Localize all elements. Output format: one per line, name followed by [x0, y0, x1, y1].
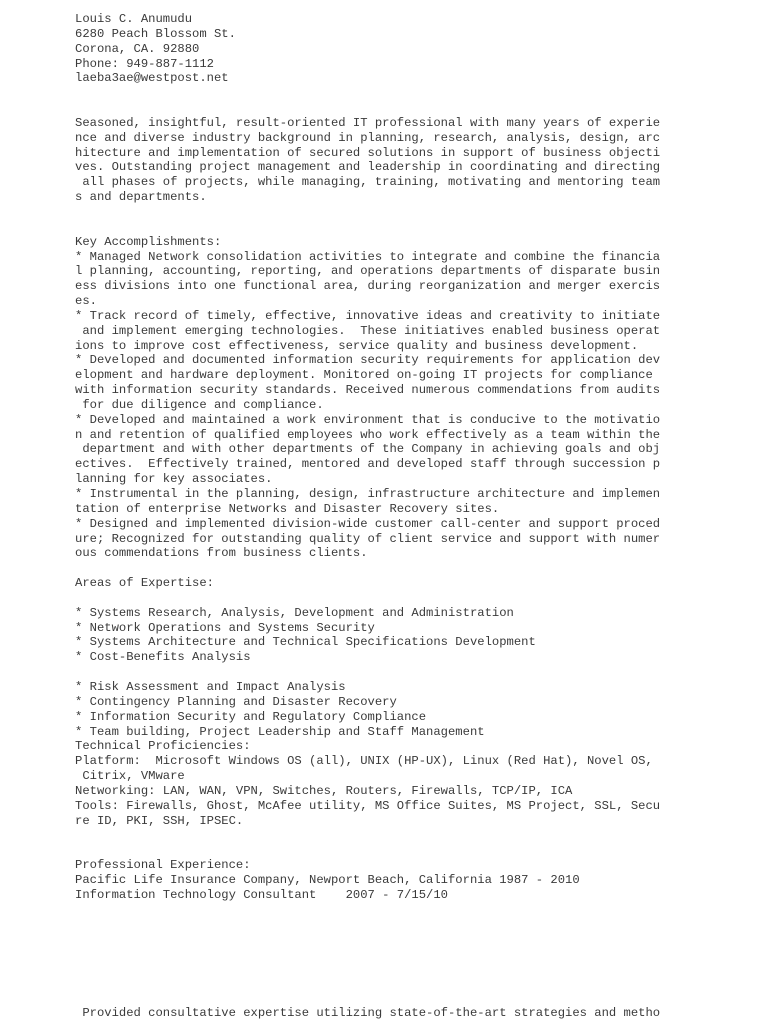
- experience-section: [75, 858, 755, 903]
- accomplishments-section: [75, 235, 755, 562]
- technical-heading: Technical Proficiencies:: [75, 739, 251, 754]
- accomplishment-line: es.: [75, 294, 97, 309]
- accomplishment-line: * Managed Network consolidation activities to integrate and combine the financia: [75, 249, 661, 264]
- summary-line: all phases of projects, while managing, training, motivating and mentoring team: [75, 175, 661, 190]
- accomplishment-line: with information security standards. Received numerous commendations from audits: [75, 383, 661, 398]
- accomplishments-heading: Key Accomplishments:: [75, 234, 222, 249]
- summary-line: ves. Outstanding project management and leadership in coordinating and directing: [75, 160, 661, 175]
- contact-city: Corona, CA. 92880: [75, 41, 200, 56]
- accomplishment-line: * Developed and documented information security requirements for application dev: [75, 353, 661, 368]
- experience-heading: Professional Experience:: [75, 858, 251, 873]
- contact-email: laeba3ae@westpost.net: [75, 71, 229, 86]
- technical-line: re ID, PKI, SSH, IPSEC.: [75, 813, 244, 828]
- contact-phone: Phone: 949-887-1112: [75, 56, 214, 71]
- accomplishment-line: * Track record of timely, effective, innovative ideas and creativity to initiate: [75, 308, 661, 323]
- accomplishment-line: tation of enterprise Networks and Disaster Recovery sites.: [75, 501, 500, 516]
- accomplishment-line: ure; Recognized for outstanding quality of client service and support with numer: [75, 531, 661, 546]
- expertise-item: * Risk Assessment and Impact Analysis: [75, 679, 346, 694]
- summary-line: nce and diverse industry background in planning, research, analysis, design, arc: [75, 130, 661, 145]
- accomplishment-line: and implement emerging technologies. These initiatives enabled business operat: [75, 323, 661, 338]
- resume-document: [75, 12, 755, 903]
- expertise-item: * Network Operations and Systems Security: [75, 620, 375, 635]
- accomplishment-line: ess divisions into one functional area, during reorganization and merger exercis: [75, 279, 661, 294]
- accomplishment-line: * Developed and maintained a work environment that is conducive to the motivatio: [75, 412, 661, 427]
- accomplishment-line: lanning for key associates.: [75, 472, 273, 487]
- summary-line: hitecture and implementation of secured solutions in support of business objecti: [75, 145, 661, 160]
- expertise-item: * Contingency Planning and Disaster Recovery: [75, 694, 397, 709]
- accomplishment-line: ions to improve cost effectiveness, service quality and business development.: [75, 338, 639, 353]
- expertise-item: * Cost-Benefits Analysis: [75, 650, 251, 665]
- accomplishment-line: n and retention of qualified employees who work effectively as a team within the: [75, 427, 661, 442]
- expertise-heading: Areas of Expertise:: [75, 576, 214, 591]
- accomplishment-line: department and with other departments of the Company in achieving goals and obj: [75, 442, 661, 457]
- expertise-item: * Systems Architecture and Technical Specifications Development: [75, 635, 536, 650]
- contact-street: 6280 Peach Blossom St.: [75, 26, 236, 41]
- experience-company: Pacific Life Insurance Company, Newport Beach, California 1987 - 2010: [75, 872, 580, 887]
- expertise-item: * Systems Research, Analysis, Development and Administration: [75, 605, 514, 620]
- accomplishment-line: ous commendations from business clients.: [75, 546, 368, 561]
- summary-paragraph: [75, 116, 755, 205]
- accomplishment-line: for due diligence and compliance.: [75, 397, 324, 412]
- expertise-item: * Team building, Project Leadership and Staff Management: [75, 724, 485, 739]
- contact-name: Louis C. Anumudu: [75, 12, 193, 26]
- summary-line: Seasoned, insightful, result-oriented IT professional with many years of experie: [75, 115, 661, 130]
- technical-line: Tools: Firewalls, Ghost, McAfee utility, MS Office Suites, MS Project, SSL, Secu: [75, 798, 661, 813]
- technical-section: [75, 739, 755, 828]
- experience-role: Information Technology Consultant 2007 - 7/15/10: [75, 887, 448, 902]
- expertise-section: [75, 576, 755, 739]
- technical-line: Citrix, VMware: [75, 769, 185, 784]
- accomplishment-line: ectives. Effectively trained, mentored and developed staff through succession p: [75, 457, 661, 472]
- expertise-item: * Information Security and Regulatory Compliance: [75, 709, 427, 724]
- technical-line: Networking: LAN, WAN, VPN, Switches, Routers, Firewalls, TCP/IP, ICA: [75, 783, 573, 798]
- summary-line: s and departments.: [75, 190, 207, 205]
- technical-line: Platform: Microsoft Windows OS (all), UNIX (HP-UX), Linux (Red Hat), Novel OS,: [75, 754, 653, 769]
- accomplishment-line: * Instrumental in the planning, design, infrastructure architecture and implemen: [75, 487, 661, 501]
- accomplishment-line: * Designed and implemented division-wide customer call-center and support proced: [75, 516, 661, 531]
- contact-block: [75, 12, 755, 86]
- accomplishment-line: l planning, accounting, reporting, and operations departments of disparate busin: [75, 264, 661, 279]
- accomplishment-line: elopment and hardware deployment. Monitored on-going IT projects for compliance: [75, 368, 653, 383]
- experience-description-line: Provided consultative expertise utilizing state-of-the-art strategies and metho: [75, 1006, 661, 1020]
